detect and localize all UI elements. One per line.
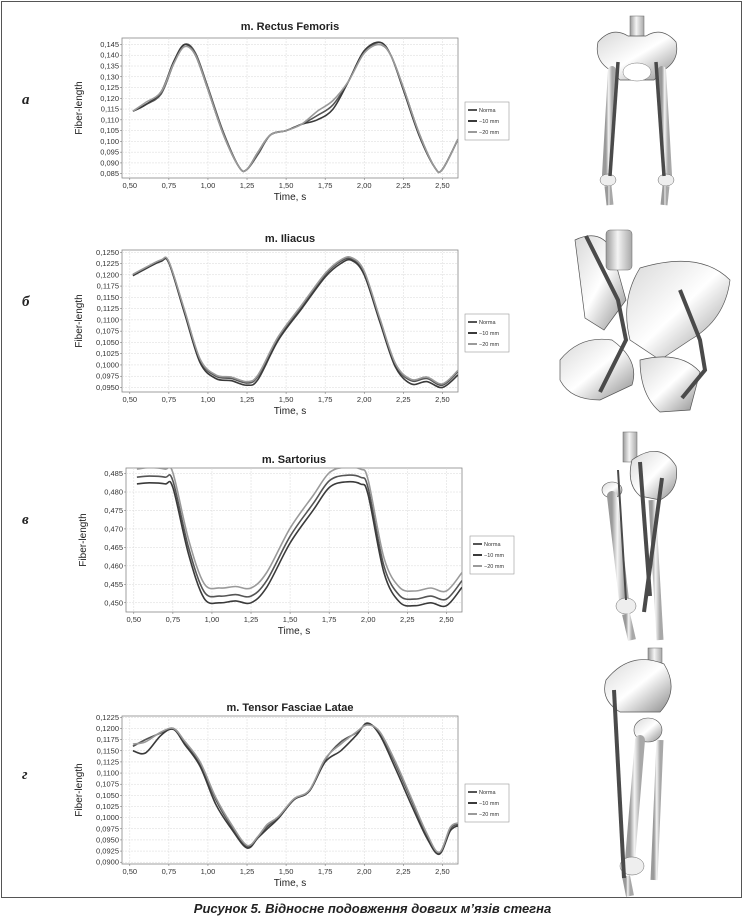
legend-entry: −20 mm <box>484 564 505 570</box>
plot-area <box>122 38 458 178</box>
legend-entry: Norma <box>484 542 501 548</box>
x-tick-label: 0,75 <box>161 395 177 404</box>
y-tick-label: 0,1175 <box>96 735 119 745</box>
chart-sartorius <box>78 454 514 637</box>
legend-entry: −20 mm <box>479 812 500 818</box>
y-tick-label: 0,145 <box>100 39 119 49</box>
y-tick-label: 0,475 <box>104 505 123 515</box>
y-tick-label: 0,1225 <box>96 712 119 722</box>
panel-label-a: а <box>22 92 30 108</box>
y-tick-label: 0,1150 <box>96 746 119 756</box>
y-tick-label: 0,1100 <box>96 768 119 778</box>
y-tick-label: 0,1200 <box>96 723 119 733</box>
y-tick-label: 0,1225 <box>96 259 119 269</box>
y-tick-label: 0,1000 <box>96 813 119 823</box>
x-axis-label: Time, s <box>277 626 311 637</box>
chart-title: m. Rectus Femoris <box>240 21 340 33</box>
legend-entry: −20 mm <box>479 130 500 136</box>
skeleton-illustration-sartorius <box>602 432 677 640</box>
y-tick-label: 0,460 <box>104 561 123 571</box>
x-tick-label: 2,25 <box>395 395 411 404</box>
y-tick-label: 0,1125 <box>96 304 119 314</box>
x-tick-label: 1,00 <box>200 181 216 190</box>
legend-entry: −10 mm <box>479 801 500 807</box>
y-tick-label: 0,1075 <box>96 779 119 789</box>
legend-entry: −10 mm <box>479 119 500 125</box>
x-tick-label: 2,25 <box>395 181 411 190</box>
x-tick-label: 1,50 <box>278 181 294 190</box>
y-tick-label: 0,1050 <box>96 337 119 347</box>
legend <box>465 102 509 140</box>
chart-title: m. Iliacus <box>264 233 316 245</box>
y-tick-label: 0,1250 <box>96 247 119 257</box>
x-tick-label: 1,25 <box>239 395 255 404</box>
x-tick-label: 1,75 <box>317 867 333 876</box>
x-tick-label: 2,00 <box>356 395 372 404</box>
chart-tensor-fasciae-latae <box>74 702 509 889</box>
x-tick-label: 1,75 <box>317 181 333 190</box>
y-tick-label: 0,0975 <box>96 824 119 834</box>
chart-title: m. Sartorius <box>261 454 327 466</box>
y-tick-label: 0,105 <box>100 126 119 136</box>
legend-entry: Norma <box>479 320 496 326</box>
x-tick-label: 0,75 <box>161 181 177 190</box>
y-tick-label: 0,0925 <box>96 846 119 856</box>
x-tick-label: 2,25 <box>395 867 411 876</box>
x-tick-label: 0,75 <box>165 615 181 624</box>
x-axis-label: Time, s <box>273 406 307 417</box>
x-tick-label: 2,00 <box>360 615 376 624</box>
panel-label-v: в <box>22 512 29 528</box>
x-tick-label: 1,00 <box>204 615 220 624</box>
x-tick-label: 2,25 <box>399 615 415 624</box>
y-tick-label: 0,1075 <box>96 326 119 336</box>
x-tick-label: 1,50 <box>278 395 294 404</box>
y-tick-label: 0,135 <box>100 61 119 71</box>
y-tick-label: 0,470 <box>104 524 123 534</box>
x-tick-label: 1,00 <box>200 395 216 404</box>
y-tick-label: 0,1200 <box>96 270 119 280</box>
skeleton-illustration-rectus-femoris <box>597 16 677 205</box>
y-tick-label: 0,125 <box>100 83 119 93</box>
legend-entry: Norma <box>479 108 496 114</box>
y-axis-label: Fiber-length <box>74 294 85 348</box>
x-tick-label: 1,25 <box>239 867 255 876</box>
y-axis-label: Fiber-length <box>78 513 89 567</box>
y-tick-label: 0,465 <box>104 542 123 552</box>
y-axis-label: Fiber-length <box>74 763 85 817</box>
y-tick-label: 0,100 <box>100 136 119 146</box>
x-tick-label: 0,50 <box>122 181 138 190</box>
skeleton-illustration-tensor-fasciae-latae <box>605 648 671 896</box>
y-tick-label: 0,485 <box>104 469 123 479</box>
legend-entry: Norma <box>479 790 496 796</box>
x-tick-label: 2,50 <box>435 867 450 876</box>
x-tick-label: 1,00 <box>200 867 216 876</box>
x-tick-label: 2,50 <box>435 395 450 404</box>
x-axis-label: Time, s <box>273 878 307 889</box>
skeleton-illustration-iliacus <box>560 230 730 412</box>
panel-label-g: г <box>22 767 28 783</box>
legend-entry: −10 mm <box>479 331 500 337</box>
chart-iliacus <box>74 233 509 417</box>
y-tick-label: 0,110 <box>100 115 119 125</box>
x-tick-label: 1,50 <box>282 615 298 624</box>
y-tick-label: 0,095 <box>100 147 119 157</box>
y-tick-label: 0,1025 <box>96 349 119 359</box>
y-tick-label: 0,115 <box>100 104 119 114</box>
x-tick-label: 0,75 <box>161 867 177 876</box>
x-tick-label: 1,50 <box>278 867 294 876</box>
y-tick-label: 0,1150 <box>96 292 119 302</box>
y-tick-label: 0,0900 <box>96 857 119 867</box>
x-tick-label: 2,00 <box>356 867 372 876</box>
chart-rectus-femoris <box>74 21 509 203</box>
x-tick-label: 1,25 <box>239 181 255 190</box>
legend <box>465 314 509 352</box>
x-axis-label: Time, s <box>273 192 307 203</box>
y-tick-label: 0,0950 <box>96 382 119 392</box>
y-axis-label: Fiber-length <box>74 81 85 135</box>
legend-entry: −10 mm <box>484 553 505 559</box>
panel-label-b: б <box>22 294 30 310</box>
x-tick-label: 0,50 <box>122 395 138 404</box>
chart-title: m. Tensor Fasciae Latae <box>226 702 354 714</box>
x-tick-label: 0,50 <box>126 615 142 624</box>
y-tick-label: 0,0950 <box>96 835 119 845</box>
y-tick-label: 0,1000 <box>96 360 119 370</box>
y-tick-label: 0,140 <box>100 50 119 60</box>
x-tick-label: 0,50 <box>122 867 138 876</box>
x-tick-label: 2,00 <box>356 181 372 190</box>
y-tick-label: 0,1100 <box>96 315 119 325</box>
x-tick-label: 1,25 <box>243 615 259 624</box>
y-tick-label: 0,1125 <box>96 757 119 767</box>
legend <box>465 784 509 822</box>
x-tick-label: 1,75 <box>321 615 337 624</box>
x-tick-label: 1,75 <box>317 395 333 404</box>
y-tick-label: 0,085 <box>100 169 119 179</box>
y-tick-label: 0,120 <box>100 93 119 103</box>
y-tick-label: 0,455 <box>104 579 123 589</box>
y-tick-label: 0,0975 <box>96 371 119 381</box>
y-tick-label: 0,480 <box>104 487 123 497</box>
y-tick-label: 0,1175 <box>96 281 119 291</box>
figure-caption: Рисунок 5. Відносне подовження довгих м’язів стегна <box>193 901 552 916</box>
y-tick-label: 0,090 <box>100 158 119 168</box>
x-tick-label: 2,50 <box>439 615 454 624</box>
y-tick-label: 0,450 <box>104 598 123 608</box>
legend <box>470 536 514 574</box>
y-tick-label: 0,1050 <box>96 790 119 800</box>
y-tick-label: 0,130 <box>100 72 119 82</box>
legend-entry: −20 mm <box>479 342 500 348</box>
y-tick-label: 0,1025 <box>96 801 119 811</box>
x-tick-label: 2,50 <box>435 181 450 190</box>
